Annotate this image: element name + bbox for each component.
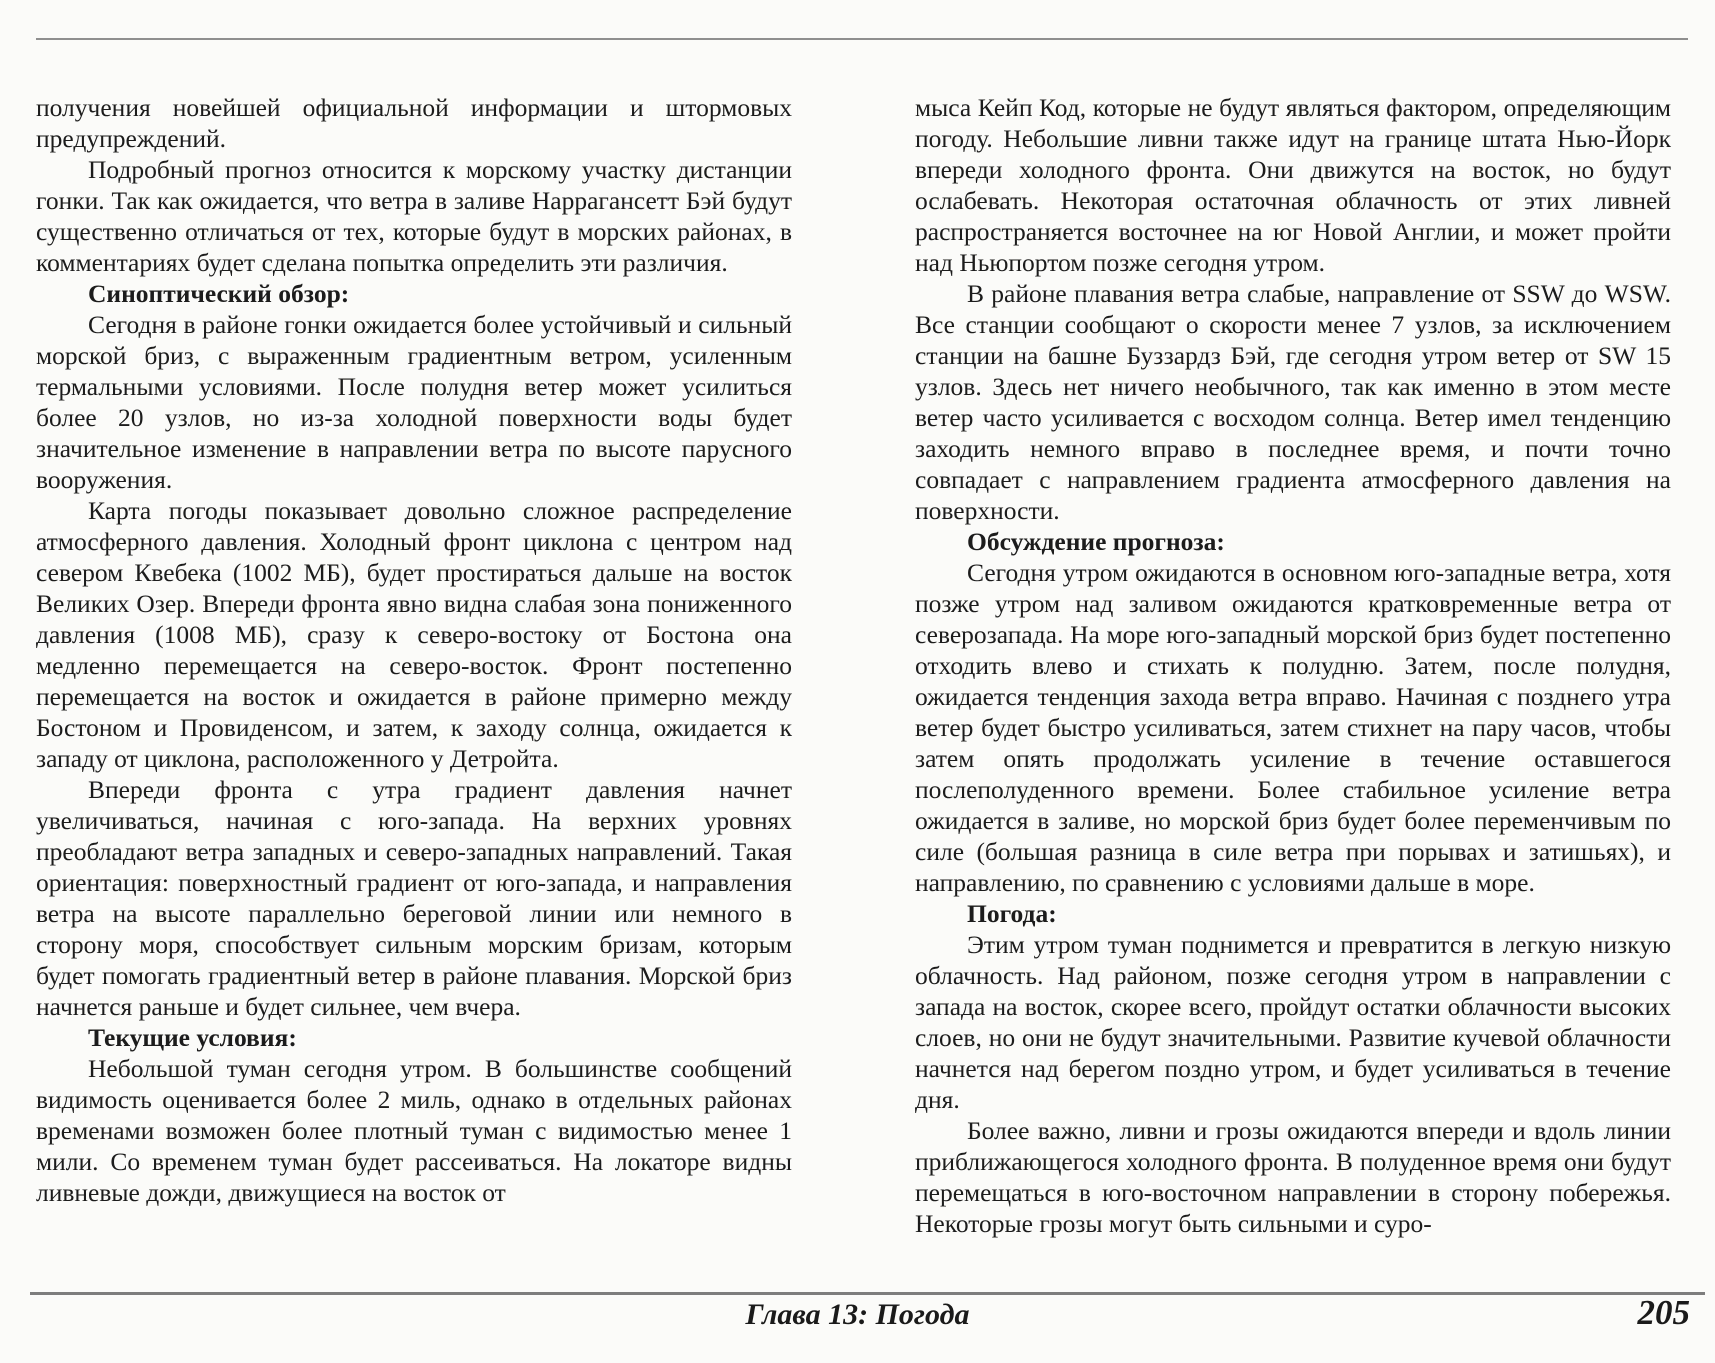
paragraph: мыса Кейп Код, которые не будут являться фактором, определяющим погоду. Небольшие ливни также идут на границе штата Нью-Йорк впереди холодного фронта. Они движутся на восток, но будут ослабевать. Некоторая остаточная облачность от этих ливней распространяется восточнее на юг Новой Англии, и может пройти над Ньюпортом позже сегодня утром. xyxy=(915,93,1671,277)
section-heading: Синоптический обзор: xyxy=(88,279,350,308)
section-heading: Текущие условия: xyxy=(88,1023,297,1052)
paragraph: получения новейшей официальной информации и штормовых предупреждений. xyxy=(36,93,792,153)
left-column xyxy=(36,92,792,1208)
paragraph: Карта погоды показывает довольно сложное распределение атмосферного давления. Холодный фронт циклона с центром над севером Квебека (1002 МБ), будет простираться дальше на восток Великих Озер. Впереди фронта явно видна слабая зона пониженного давления (1008 МБ), сразу к северо-востоку от Бостона она медленно перемещается на северо-восток. Фронт постепенно перемещается на восток и ожидается в районе примерно между Бостоном и Провиденсом, и затем, к заходу солнца, ожидается к западу от циклона, расположенного у Детройта. xyxy=(36,496,792,773)
paragraph: Сегодня утром ожидаются в основном юго-западные ветра, хотя позже утром над заливом ожидаются кратковременные ветра от северозапада. На море юго-западный морской бриз будет постепенно отходить влево и стихать к полудню. Затем, после полудня, ожидается тенденция захода ветра вправо. Начиная с позднего утра ветер будет быстро усиливаться, затем стихнет на пару часов, чтобы затем опять продолжать усиление в течение оставшегося послеполуденного времени. Более стабильное усиление ветра ожидается в заливе, но морской бриз будет более переменчивым по силе (большая разница в силе ветра при порывах и затишьях), и направлению, по сравнению с условиями дальше в море. xyxy=(915,558,1671,897)
paragraph: Небольшой туман сегодня утром. В большинстве сообщений видимость оценивается более 2 миль, однако в отдельных районах временами возможен более плотный туман с видимостью менее 1 мили. Со временем туман будет рассеиваться. На локаторе видны ливневые дожди, движущиеся на восток от xyxy=(36,1054,792,1207)
bottom-rule xyxy=(30,1292,1705,1295)
section-heading: Обсуждение прогноза: xyxy=(967,527,1225,556)
paragraph: Подробный прогноз относится к морскому участку дистанции гонки. Так как ожидается, что ветра в заливе Наррагансетт Бэй будут существенно отличаться от тех, которые будут в морских районах, в комментариях будет сделана попытка определить эти различия. xyxy=(36,155,792,277)
paragraph: Более важно, ливни и грозы ожидаются впереди и вдоль линии приближающегося холодного фронта. В полуденное время они будут перемещаться в юго-восточном направлении в сторону побережья. Некоторые грозы могут быть сильными и суро- xyxy=(915,1116,1671,1238)
paragraph: Впереди фронта с утра градиент давления начнет увеличиваться, начиная с юго-запада. На верхних уровнях преобладают ветра западных и северо-западных направлений. Такая ориентация: поверхностный градиент от юго-запада, и направления ветра на высоте параллельно береговой линии или немного в сторону моря, способствует сильным морским бризам, которым будет помогать градиентный ветер в районе плавания. Морской бриз начнется раньше и будет сильнее, чем вчера. xyxy=(36,775,792,1021)
section-heading: Погода: xyxy=(967,899,1057,928)
paragraph: В районе плавания ветра слабые, направление от SSW до WSW. Все станции сообщают о скорости менее 7 узлов, за исключением станции на башне Буззардз Бэй, где сегодня утром ветер от SW 15 узлов. Здесь нет ничего необычного, так как именно в этом месте ветер часто усиливается с восходом солнца. Ветер имел тенденцию заходить немного вправо в последнее время, и почти точно совпадает с направлением градиента атмосферного давления на поверхности. xyxy=(915,279,1671,525)
chapter-footer-title: Глава 13: Погода xyxy=(745,1298,970,1331)
paragraph: Этим утром туман поднимется и превратится в легкую низкую облачность. Над районом, позже сегодня утром в направлении с запада на восток, скорее всего, пройдут остатки облачности высоких слоев, но они не будут значительными. Развитие кучевой облачности начнется над берегом поздно утром, и будет усиливаться в течение дня. xyxy=(915,930,1671,1114)
right-column xyxy=(915,92,1671,1239)
top-rule xyxy=(36,38,1688,40)
paragraph: Сегодня в районе гонки ожидается более устойчивый и сильный морской бриз, с выраженным градиентным ветром, усиленным термальными условиями. После полудня ветер может усилиться более 20 узлов, но из-за холодной поверхности воды будет значительное изменение в направлении ветра по высоте парусного вооружения. xyxy=(36,310,792,494)
page-number: 205 xyxy=(1637,1293,1690,1332)
